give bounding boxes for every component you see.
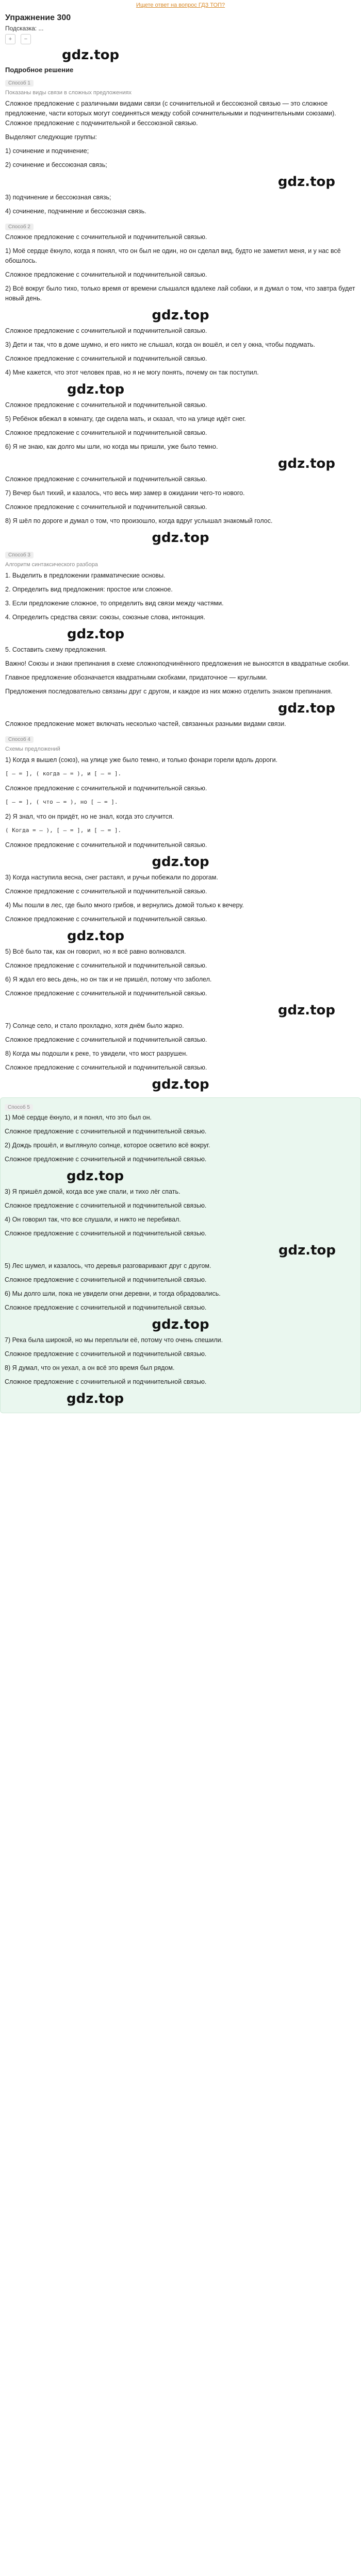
solution-paragraph: 8) Когда мы подошли к реке, то увидели, что мост разрушен. xyxy=(5,1050,188,1057)
exercise-condition: Подсказка: ... xyxy=(5,25,44,32)
page-title: Упражнение 300 xyxy=(5,13,71,22)
solution-paragraph: 7) Река была широкой, но мы переплыли её, потому что очень спешили. xyxy=(5,1336,223,1344)
solution-paragraph: Сложное предложение с сочинительной и подчинительной связью. xyxy=(5,1202,207,1209)
solution-paragraph: 6) Я не знаю, как долго мы шли, но когда мы пришли, уже было темно. xyxy=(5,443,218,450)
watermark: gdz.top xyxy=(67,626,125,642)
solution-paragraph: 1) сочинение и подчинение; xyxy=(5,147,89,155)
vote-up-button[interactable]: + xyxy=(5,34,15,44)
solution-paragraph: 7) Солнце село, и стало прохладно, хотя днём было жарко. xyxy=(5,1022,184,1029)
section-tag: Способ 3 xyxy=(5,552,34,558)
solution-paragraph: Сложное предложение с сочинительной и подчинительной связью. xyxy=(5,271,207,278)
solution-paragraph: 1) Когда я вышел (союз), на улице уже было темно, и только фонари горели вдоль дороги. xyxy=(5,756,278,764)
watermark: gdz.top xyxy=(152,854,209,870)
solution-paragraph: Сложное предложение с сочинительной и подчинительной связью. xyxy=(5,1064,207,1071)
solution-paragraph: 4) Мы пошли в лес, где было много грибов, и вернулись домой только к вечеру. xyxy=(5,902,244,909)
solution-paragraph: 3) Когда наступила весна, снег растаял, и ручьи побежали по дорогам. xyxy=(5,874,218,881)
solution-paragraph: Сложное предложение с сочинительной и подчинительной связью. xyxy=(5,476,207,483)
solution-section xyxy=(5,77,356,216)
watermark: gdz.top xyxy=(278,1243,336,1258)
solution-paragraph: Сложное предложение с сочинительной и подчинительной связью. xyxy=(5,1378,207,1385)
watermark: gdz.top xyxy=(277,701,335,716)
solution-paragraph: Сложное предложение с сочинительной и подчинительной связью. xyxy=(5,401,207,409)
solution-paragraph: Сложное предложение с сочинительной и подчинительной связью. xyxy=(5,429,207,436)
solution-paragraph: Сложное предложение с сочинительной и подчинительной связью. xyxy=(5,1350,207,1358)
solution-paragraph: 1) Моё сердце ёкнуло, и я понял, что это был он. xyxy=(5,1114,152,1121)
watermark: gdz.top xyxy=(152,530,209,546)
top-banner[interactable] xyxy=(0,0,361,11)
watermark: gdz.top xyxy=(62,47,120,63)
solution-section xyxy=(5,221,356,546)
solution-paragraph: Сложное предложение может включать несколько частей, связанных разными видами связи. xyxy=(5,720,286,727)
solution-title: Подробное решение xyxy=(5,66,74,74)
solution-paragraph: Сложное предложение с сочинительной и подчинительной связью. xyxy=(5,841,207,849)
watermark: gdz.top xyxy=(67,382,125,397)
solution-paragraph: 5) Лес шумел, и казалось, что деревья разговаривают друг с другом. xyxy=(5,1262,211,1269)
section-note: Алгоритм синтаксического разбора xyxy=(5,562,98,568)
vote-down-button[interactable]: − xyxy=(21,34,31,44)
solution-paragraph: 5) Всё было так, как он говорил, но я всё равно волновался. xyxy=(5,948,186,955)
solution-paragraph: Сложное предложение с сочинительной и подчинительной связью. xyxy=(5,1128,207,1135)
top-banner-link[interactable]: Ищете ответ на вопрос ГДЗ ТОП? xyxy=(136,2,225,8)
solution-paragraph: Сложное предложение с сочинительной и подчинительной связью. xyxy=(5,916,207,923)
solution-paragraph: Сложное предложение с сочинительной и подчинительной связью. xyxy=(5,355,207,362)
solution-paragraph: 4) Мне кажется, что этот человек прав, но я не могу понять, почему он так поступил. xyxy=(5,369,259,376)
watermark: gdz.top xyxy=(152,1077,209,1092)
solution-paragraph: Важно! Союзы и знаки препинания в схеме сложноподчинённого предложения не выносятся в квадратные скобки. xyxy=(5,660,350,667)
solution-paragraph: 3) Дети и так, что в доме шумно, и его никто не слышал, когда он вошёл, и сел у окна, чтобы подумать. xyxy=(5,341,316,348)
solution-paragraph: Сложное предложение с сочинительной и подчинительной связью. xyxy=(5,1276,207,1283)
solution-paragraph: 2) Дождь прошёл, и выглянуло солнце, которое осветило всё вокруг. xyxy=(5,1142,210,1149)
solution-paragraph: Главное предложение обозначается квадратными скобками, придаточное — круглыми. xyxy=(5,674,268,681)
solution-paragraph: 4) Он говорил так, что все слушали, и никто не перебивал. xyxy=(5,1216,181,1223)
solution-paragraph: 1. Выделить в предложении грамматические основы. xyxy=(5,572,166,579)
solution-paragraph: 6) Мы долго шли, пока не увидели огни деревни, и тогда обрадовались. xyxy=(5,1290,221,1297)
solution-paragraph: Сложное предложение с сочинительной и подчинительной связью. xyxy=(5,1304,207,1311)
solution-paragraph: Предложения последовательно связаны друг с другом, и каждое из них можно отделить знаком препинания. xyxy=(5,688,333,695)
watermark: gdz.top xyxy=(152,1317,209,1332)
watermark: gdz.top xyxy=(152,308,209,323)
solution-paragraph: 5. Составить схему предложения. xyxy=(5,646,107,653)
solution-paragraph: Сложное предложение с различными видами связи (с сочинительной и бессоюзной связью — это сложное предложение, части которых могут соединяться между собой сочинительными и подчинительными союзами). Сложное предложение с подчинительной и бессоюзной связью. xyxy=(5,100,336,127)
solution-paragraph: 2. Определить вид предложения: простое или сложное. xyxy=(5,586,173,593)
vote-bar xyxy=(5,34,356,44)
solution-paragraph: 2) Я знал, что он придёт, но не знал, когда это случится. xyxy=(5,813,174,820)
solution-paragraph: Сложное предложение с сочинительной и подчинительной связью. xyxy=(5,990,207,997)
watermark: gdz.top xyxy=(67,1391,124,1406)
section-note: Показаны виды связи в сложных предложениях xyxy=(5,90,132,96)
section-note: Схемы предложений xyxy=(5,746,60,752)
solution-paragraph: 3) подчинение и бессоюзная связь; xyxy=(5,194,111,201)
solution-section xyxy=(5,733,356,1092)
watermark: gdz.top xyxy=(67,928,125,944)
watermark: gdz.top xyxy=(67,1168,124,1184)
sentence-scheme: ( Когда = — ), [ — = ], и [ — = ]. xyxy=(5,827,122,834)
sentence-scheme: [ — = ], ( когда — = ), и [ — = ]. xyxy=(5,770,122,777)
solution-paragraph: Выделяют следующие группы: xyxy=(5,133,97,141)
solution-paragraph: 8) Я шёл по дороге и думал о том, что произошло, когда вдруг услышал знакомый голос. xyxy=(5,517,273,524)
solution-paragraph: 7) Вечер был тихий, и казалось, что весь мир замер в ожидании чего-то нового. xyxy=(5,489,245,497)
solution-paragraph: Сложное предложение с сочинительной и подчинительной связью. xyxy=(5,962,207,969)
watermark: gdz.top xyxy=(277,1003,335,1018)
solution-paragraph: Сложное предложение с сочинительной и подчинительной связью. xyxy=(5,785,207,792)
solution-paragraph: 6) Я ждал его весь день, но он так и не пришёл, потому что заболел. xyxy=(5,976,212,983)
solution-paragraph: Сложное предложение с сочинительной и подчинительной связью. xyxy=(5,503,207,511)
solution-paragraph: Сложное предложение с сочинительной и подчинительной связью. xyxy=(5,233,207,241)
solution-paragraph: Сложное предложение с сочинительной и подчинительной связью. xyxy=(5,1036,207,1043)
solution-paragraph: 8) Я думал, что он уехал, а он всё это время был рядом. xyxy=(5,1364,175,1371)
solution-paragraph: Сложное предложение с сочинительной и подчинительной связью. xyxy=(5,1230,207,1237)
solution-paragraph: 5) Ребёнок вбежал в комнату, где сидела мать, и сказал, что на улице идёт снег. xyxy=(5,415,246,422)
solution-paragraph: 3) Я пришёл домой, когда все уже спали, и тихо лёг спать. xyxy=(5,1188,180,1195)
section-tag: Способ 2 xyxy=(5,224,34,230)
solution-body xyxy=(0,77,361,1413)
sentence-scheme: [ — = ], ( что — = ), но [ — = ]. xyxy=(5,799,118,805)
solution-paragraph: 4) сочинение, подчинение и бессоюзная связь. xyxy=(5,208,146,215)
solution-paragraph: 3. Если предложение сложное, то определить вид связи между частями. xyxy=(5,600,224,607)
solution-paragraph: 1) Моё сердце ёкнуло, когда я понял, что он был не один, но он сделал вид, будто не заметил меня, и у нас всё обошлось. xyxy=(5,247,341,264)
solution-paragraph: Сложное предложение с сочинительной и подчинительной связью. xyxy=(5,888,207,895)
solution-paragraph: Сложное предложение с сочинительной и подчинительной связью. xyxy=(5,1156,207,1163)
solution-paragraph: 4. Определить средства связи: союзы, союзные слова, интонация. xyxy=(5,614,205,621)
solution-paragraph: Сложное предложение с сочинительной и подчинительной связью. xyxy=(5,327,207,334)
section-tag: Способ 5 xyxy=(5,1104,33,1111)
watermark: gdz.top xyxy=(277,174,335,190)
solution-paragraph: 2) сочинение и бессоюзная связь; xyxy=(5,161,107,168)
solution-section xyxy=(5,549,356,729)
solution-section xyxy=(0,1097,361,1413)
solution-paragraph: 2) Всё вокруг было тихо, только время от времени слышался вдалеке лай собаки, и я думал о том, что завтра будет новый день. xyxy=(5,285,355,302)
section-tag: Способ 1 xyxy=(5,80,34,87)
section-tag: Способ 4 xyxy=(5,736,34,743)
watermark: gdz.top xyxy=(277,456,335,471)
